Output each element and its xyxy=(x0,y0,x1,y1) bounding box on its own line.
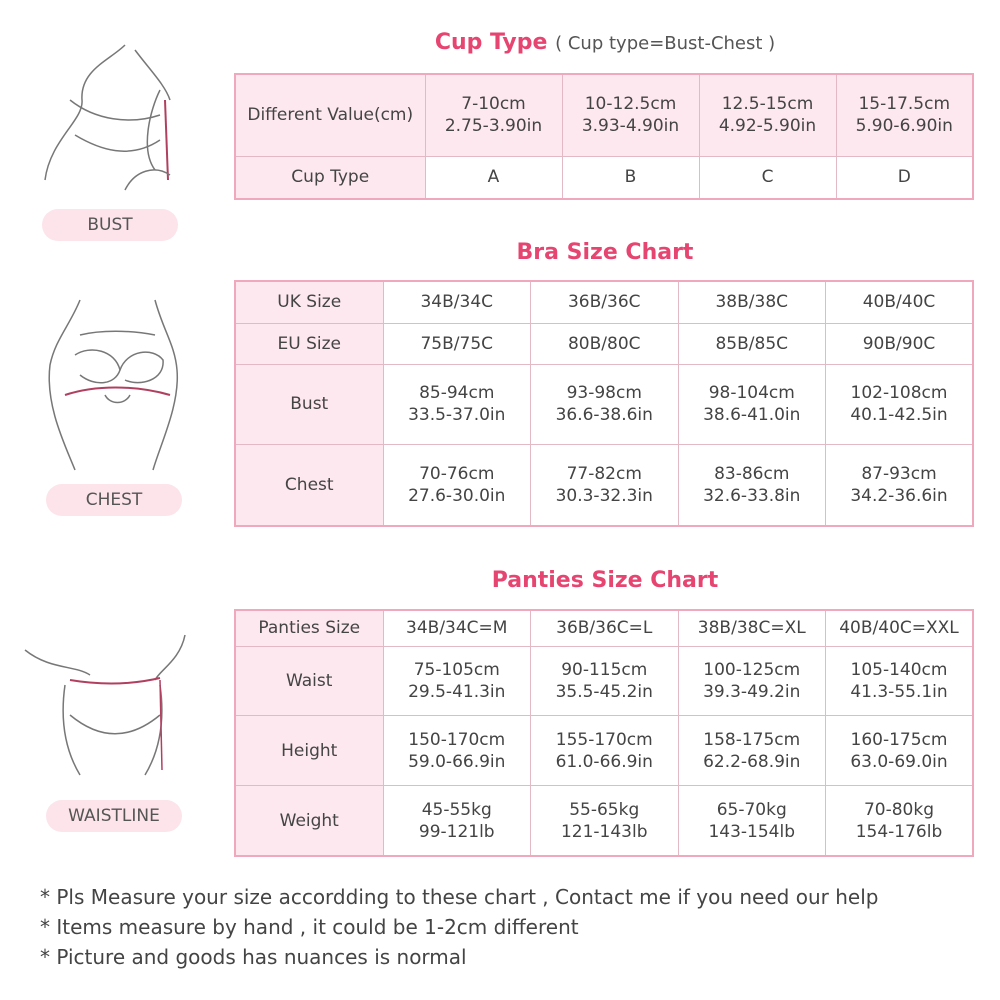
table-row xyxy=(235,786,973,856)
table-cell xyxy=(678,323,826,364)
cell-line: 87-93cm xyxy=(861,464,937,485)
table-cell xyxy=(383,323,531,364)
cell-line: 32.6-33.8in xyxy=(703,486,801,507)
notes xyxy=(40,882,878,972)
table-cell xyxy=(826,786,974,856)
table-row xyxy=(235,281,973,323)
cell-line: 154-176lb xyxy=(855,821,943,842)
cell-line: 34B/34C xyxy=(420,292,494,313)
cell-line: 41.3-55.1in xyxy=(850,682,948,703)
table-cell xyxy=(531,646,679,716)
cell-line: 59.0-66.9in xyxy=(408,751,506,772)
bra-size-table xyxy=(234,280,974,527)
cell-line: 75B/75C xyxy=(420,333,494,354)
cell-line: 35.5-45.2in xyxy=(555,682,653,703)
table-row xyxy=(235,445,973,526)
cell-line: 12.5-15cm xyxy=(721,94,814,115)
table-cell xyxy=(678,716,826,786)
cell-line: 77-82cm xyxy=(566,464,642,485)
cell-line: 34B/34C=M xyxy=(406,618,508,639)
note-item: * Picture and goods has nuances is normal xyxy=(40,945,467,969)
cell-line: 40B/40C=XXL xyxy=(839,618,959,639)
waist-figure-illustration xyxy=(20,630,190,780)
table-cell xyxy=(531,281,679,323)
cup-type-title-text: Cup Type xyxy=(434,30,548,55)
cell-line: 38B/38C xyxy=(715,292,789,313)
row-header: Waist xyxy=(235,646,383,716)
cell-line: 27.6-30.0in xyxy=(408,486,506,507)
panties-size-chart-title: Panties Size Chart xyxy=(491,568,719,593)
cell-line: D xyxy=(897,167,911,188)
table-cell xyxy=(531,610,679,646)
cell-line: 38B/38C=XL xyxy=(697,618,806,639)
row-header: Chest xyxy=(235,445,383,526)
bust-label: BUST xyxy=(42,209,178,241)
cell-line: 90B/90C xyxy=(862,333,936,354)
chest-label: CHEST xyxy=(46,484,182,516)
cell-line: 33.5-37.0in xyxy=(408,405,506,426)
table-cell xyxy=(836,156,973,199)
table-cell xyxy=(383,445,531,526)
table-cell xyxy=(383,281,531,323)
cell-line: 34.2-36.6in xyxy=(850,486,948,507)
cell-line: 100-125cm xyxy=(703,660,801,681)
cell-line: B xyxy=(624,167,637,188)
table-cell xyxy=(531,323,679,364)
cell-line: 29.5-41.3in xyxy=(408,682,506,703)
table-cell xyxy=(425,156,562,199)
table-row xyxy=(235,364,973,444)
table-cell xyxy=(678,646,826,716)
cell-line: 99-121lb xyxy=(418,821,495,842)
table-row xyxy=(235,716,973,786)
table-cell xyxy=(826,610,974,646)
table-cell xyxy=(383,646,531,716)
cell-line: 90-115cm xyxy=(561,660,648,681)
table-cell xyxy=(826,445,974,526)
table-cell xyxy=(383,364,531,444)
cell-line: 38.6-41.0in xyxy=(703,405,801,426)
cup-type-table xyxy=(234,73,974,200)
cell-line: 4.92-5.90in xyxy=(718,116,817,137)
cell-line: 2.75-3.90in xyxy=(444,116,543,137)
cell-line: 36B/36C xyxy=(567,292,641,313)
cell-line: 70-80kg xyxy=(863,799,935,820)
cup-type-title xyxy=(235,30,975,55)
row-header: Bust xyxy=(235,364,383,444)
cup-type-subtitle: ( Cup type=Bust-Chest ) xyxy=(555,33,776,54)
panties-size-table xyxy=(234,609,974,857)
table-cell xyxy=(826,646,974,716)
table-cell xyxy=(699,156,836,199)
cell-line: 143-154lb xyxy=(708,821,796,842)
row-header: UK Size xyxy=(235,281,383,323)
table-cell xyxy=(826,364,974,444)
table-cell xyxy=(826,323,974,364)
table-cell xyxy=(562,156,699,199)
table-cell xyxy=(531,445,679,526)
row-header: Cup Type xyxy=(235,156,425,199)
table-cell xyxy=(531,786,679,856)
table-cell xyxy=(826,281,974,323)
cell-line: 70-76cm xyxy=(419,464,495,485)
cell-line: 30.3-32.3in xyxy=(555,486,653,507)
cell-line: 39.3-49.2in xyxy=(703,682,801,703)
note-item: * Items measure by hand , it could be 1-2cm different xyxy=(40,915,579,939)
table-cell xyxy=(425,74,562,156)
cell-line: 65-70kg xyxy=(716,799,787,820)
table-cell xyxy=(699,74,836,156)
row-header: Weight xyxy=(235,786,383,856)
bust-figure-illustration xyxy=(40,40,190,205)
cell-line: 102-108cm xyxy=(850,383,948,404)
row-header: EU Size xyxy=(235,323,383,364)
table-row xyxy=(235,646,973,716)
cell-line: 105-140cm xyxy=(850,660,948,681)
table-cell xyxy=(826,716,974,786)
table-cell xyxy=(678,445,826,526)
table-cell xyxy=(531,716,679,786)
row-header: Panties Size xyxy=(235,610,383,646)
cell-line: 83-86cm xyxy=(714,464,790,485)
table-cell xyxy=(383,716,531,786)
cell-line: 93-98cm xyxy=(566,383,642,404)
cell-line: 15-17.5cm xyxy=(858,94,951,115)
cell-line: 36.6-38.6in xyxy=(555,405,653,426)
cell-line: 121-143lb xyxy=(560,821,648,842)
table-cell xyxy=(383,610,531,646)
note-item: * Pls Measure your size accordding to these chart , Contact me if you need our help xyxy=(40,885,879,909)
table-cell xyxy=(678,364,826,444)
table-row xyxy=(235,74,973,156)
cell-line: C xyxy=(761,167,774,188)
table-cell xyxy=(678,610,826,646)
table-cell xyxy=(562,74,699,156)
table-row xyxy=(235,610,973,646)
cell-line: 5.90-6.90in xyxy=(855,116,953,137)
cell-line: 85B/85C xyxy=(715,333,789,354)
cell-line: 36B/36C=L xyxy=(556,618,653,639)
table-row xyxy=(235,323,973,364)
cell-line: A xyxy=(487,167,500,188)
chest-figure-illustration xyxy=(35,295,185,475)
waistline-label: WAISTLINE xyxy=(46,800,182,832)
cell-line: 62.2-68.9in xyxy=(703,751,801,772)
cell-line: 80B/80C xyxy=(567,333,641,354)
row-header: Height xyxy=(235,716,383,786)
table-cell xyxy=(531,364,679,444)
table-cell xyxy=(678,786,826,856)
table-cell xyxy=(383,786,531,856)
cell-line: 150-170cm xyxy=(408,729,506,750)
row-header: Different Value(cm) xyxy=(235,74,425,156)
cell-line: 45-55kg xyxy=(421,799,492,820)
cell-line: 75-105cm xyxy=(413,660,500,681)
cell-line: 98-104cm xyxy=(708,383,795,404)
cell-line: 7-10cm xyxy=(461,94,526,115)
cell-line: 40.1-42.5in xyxy=(850,405,948,426)
cell-line: 160-175cm xyxy=(850,729,948,750)
cell-line: 10-12.5cm xyxy=(584,94,677,115)
cell-line: 40B/40C xyxy=(862,292,936,313)
cell-line: 85-94cm xyxy=(419,383,495,404)
table-row xyxy=(235,156,973,199)
cell-line: 61.0-66.9in xyxy=(555,751,653,772)
cell-line: 63.0-69.0in xyxy=(850,751,948,772)
bra-size-chart-title: Bra Size Chart xyxy=(516,240,694,265)
cell-line: 155-170cm xyxy=(555,729,653,750)
cell-line: 55-65kg xyxy=(569,799,640,820)
cell-line: 3.93-4.90in xyxy=(581,116,680,137)
table-cell xyxy=(678,281,826,323)
table-cell xyxy=(836,74,973,156)
cell-line: 158-175cm xyxy=(703,729,801,750)
